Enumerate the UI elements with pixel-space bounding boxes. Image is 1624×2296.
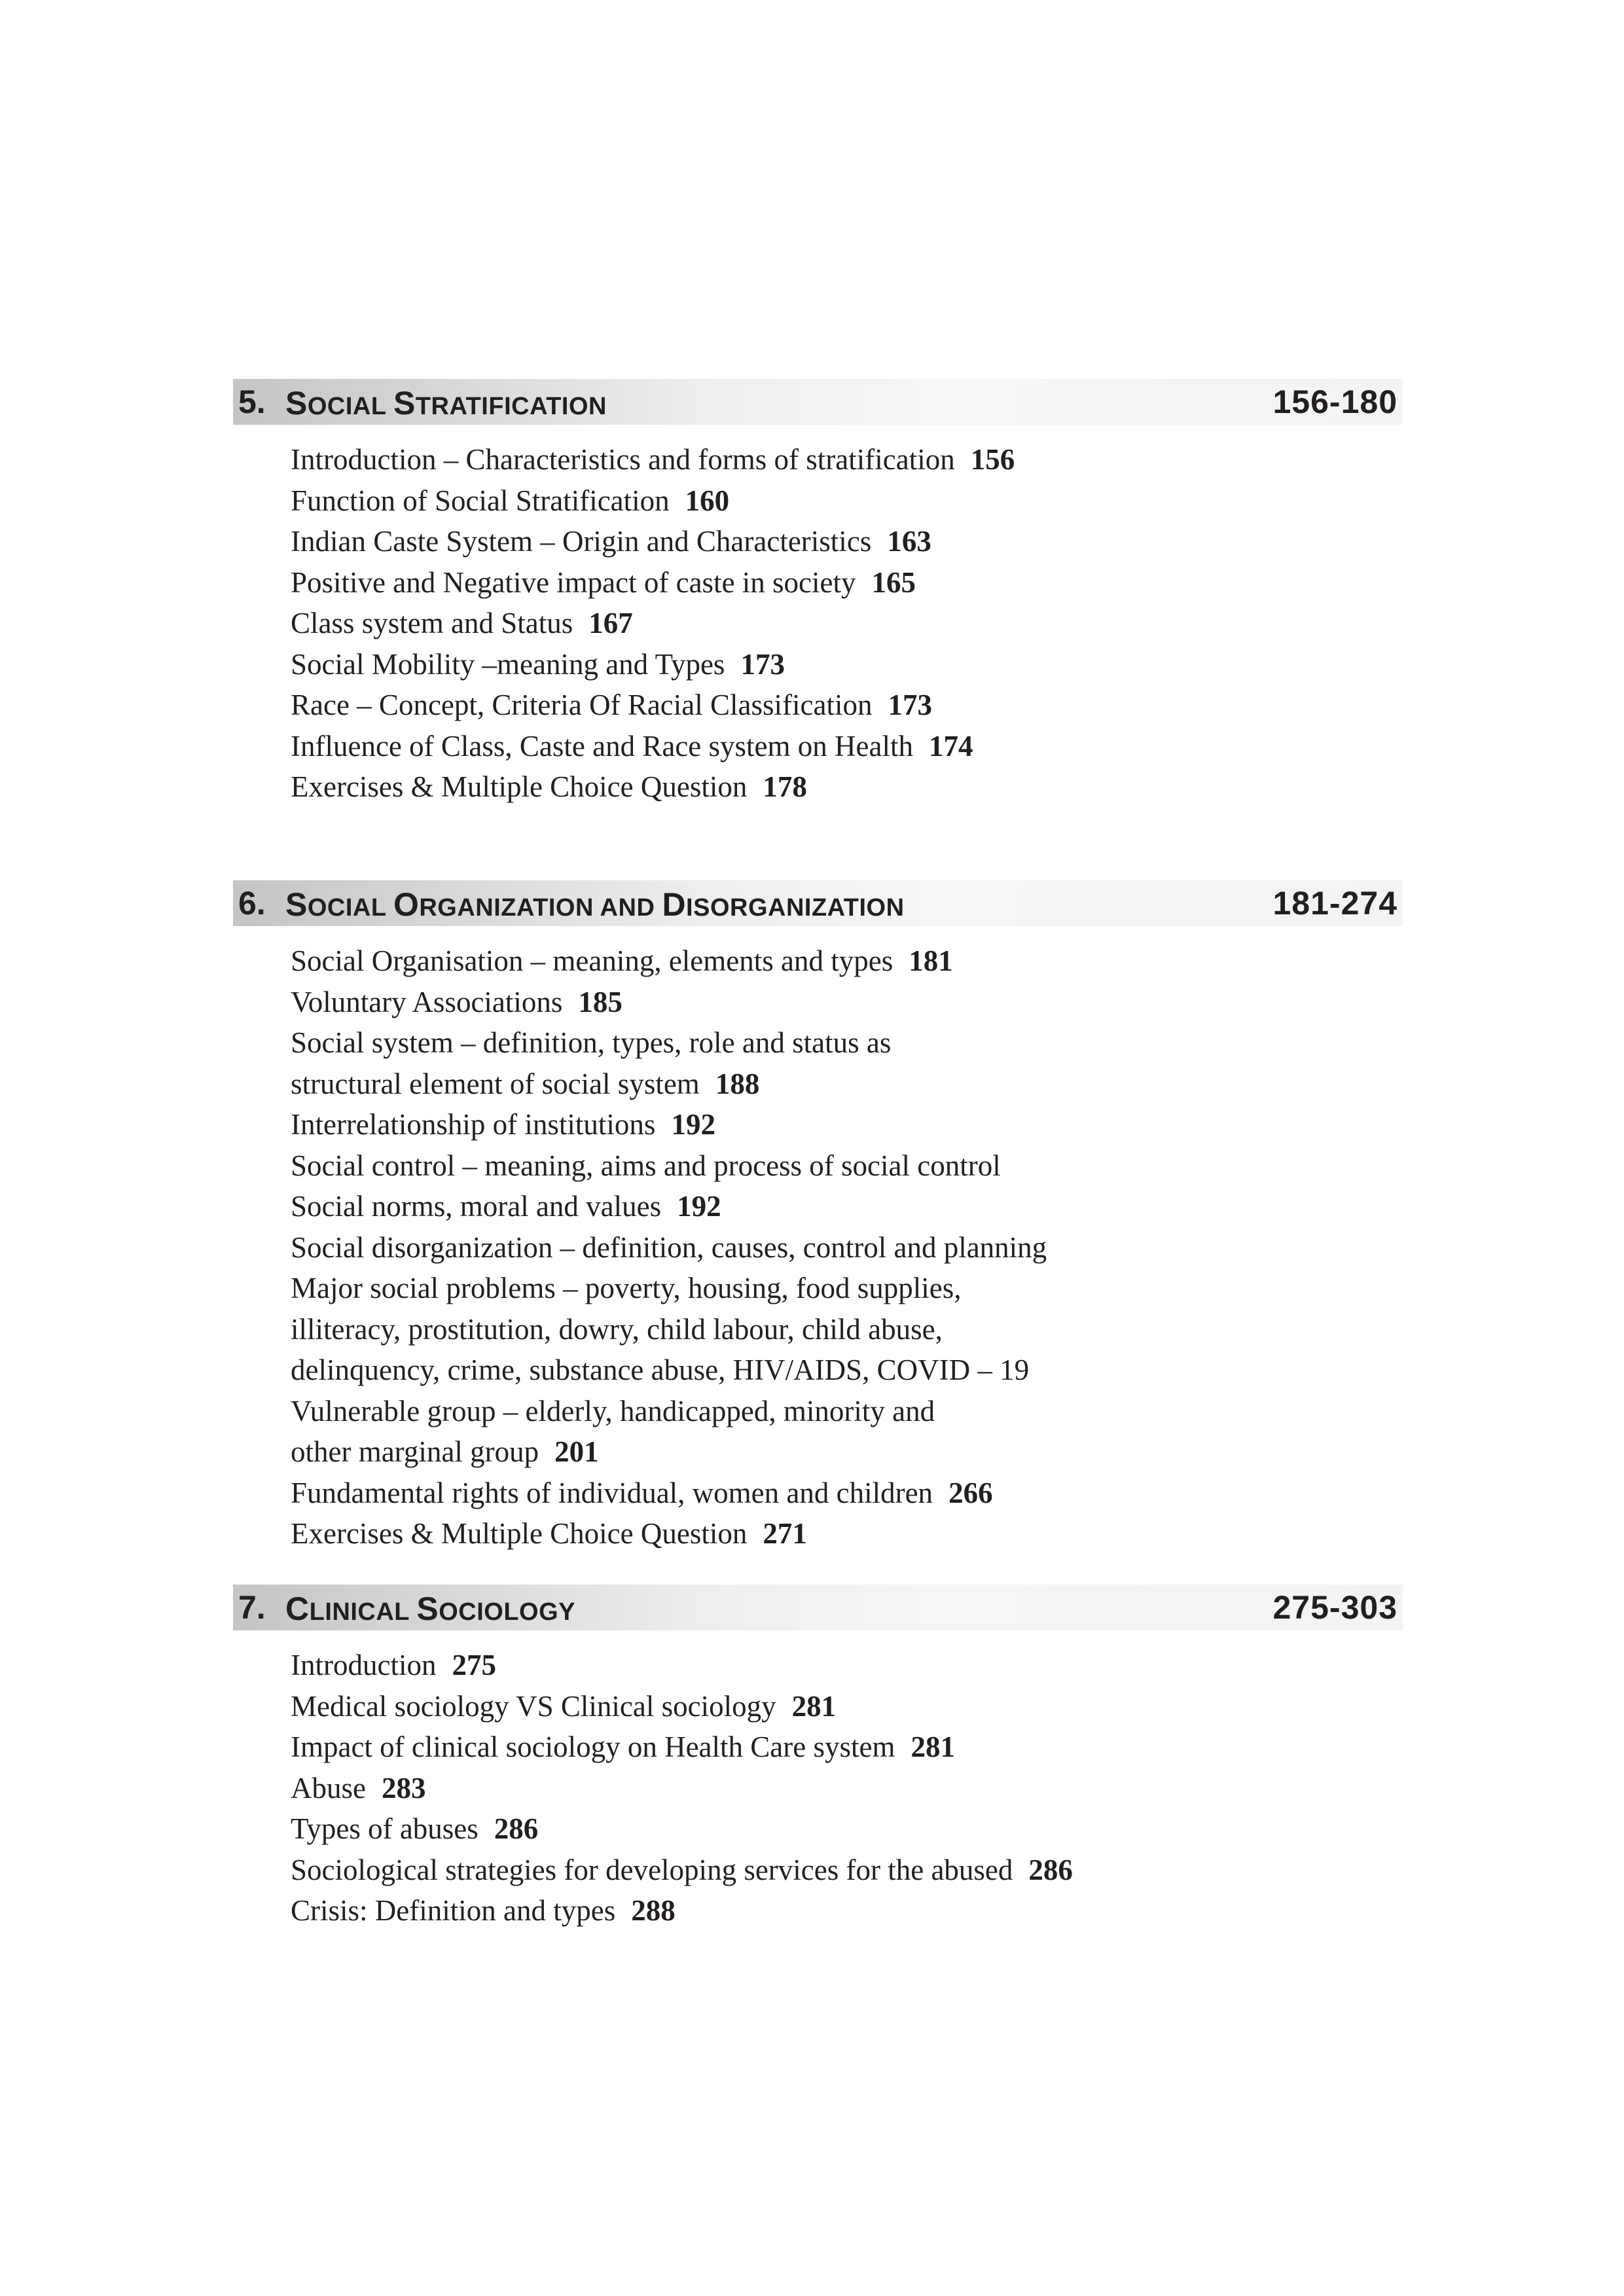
toc-entry-page: 192 <box>671 1108 715 1141</box>
toc-entry <box>291 726 1015 767</box>
toc-entry-text: delinquency, crime, substance abuse, HIV/AIDS, COVID – 19 <box>291 1354 1030 1386</box>
title-part: TRATIFICATION <box>415 393 607 420</box>
toc-entry-page: 181 <box>909 944 953 977</box>
toc-entry-page: 174 <box>928 729 973 762</box>
toc-entry-page: 281 <box>791 1689 837 1723</box>
chapter-page-range: 275-303 <box>1272 1589 1398 1626</box>
toc-entry-page: 163 <box>887 525 931 558</box>
toc-entry <box>291 1513 1047 1554</box>
toc-entry-page: 275 <box>452 1649 496 1681</box>
toc-entry-page: 286 <box>494 1812 539 1845</box>
toc-entry <box>291 1064 1047 1105</box>
toc-entry-page: 185 <box>578 985 623 1018</box>
chapter-header <box>233 880 1403 926</box>
toc-entry-text: illiteracy, prostitution, dowry, child labour, child abuse, <box>291 1312 943 1346</box>
toc-entry-text: Social disorganization – definition, causes, control and planning <box>291 1230 1047 1264</box>
toc-entry-text: Vulnerable group – elderly, handicapped, minority and <box>291 1394 935 1427</box>
toc-entry-text: Exercises & Multiple Choice Question <box>291 1517 748 1550</box>
chapter-number: 7. <box>238 1589 266 1626</box>
toc-entry <box>291 1768 1073 1809</box>
chapter-page-range: 156-180 <box>1272 384 1398 420</box>
toc-entry-text: Positive and Negative impact of caste in society <box>291 565 856 599</box>
toc-entry-text: Major social problems – poverty, housing, food supplies, <box>291 1272 962 1304</box>
title-part: OCIAL <box>307 393 393 420</box>
toc-entry <box>291 1645 1073 1686</box>
toc-entry-text: Crisis: Definition and types <box>291 1894 616 1927</box>
title-part: S <box>416 1590 439 1627</box>
toc-entry-text: Voluntary Associations <box>291 985 563 1018</box>
toc-entry-text: Types of abuses <box>291 1812 478 1845</box>
chapter-title <box>285 880 905 932</box>
toc-entry-text: Impact of clinical sociology on Health Care system <box>291 1731 895 1763</box>
toc-entry <box>291 1186 1047 1227</box>
toc-entry <box>291 1808 1073 1850</box>
chapter-title <box>285 379 607 431</box>
toc-entry-text: other marginal group <box>291 1435 539 1468</box>
toc-entry <box>291 766 1015 808</box>
toc-entry-text: Social Organisation – meaning, elements and types <box>291 944 893 977</box>
toc-entry-text: Interrelationship of institutions <box>291 1108 656 1141</box>
toc-entry-page: 266 <box>948 1476 993 1509</box>
toc-entry <box>291 480 1015 522</box>
toc-entry <box>291 1850 1073 1891</box>
toc-entry <box>291 603 1015 644</box>
toc-entry <box>291 1268 1047 1309</box>
title-part: RGANIZATION AND <box>419 894 662 922</box>
toc-entry-page: 156 <box>970 443 1015 476</box>
chapter-number: 5. <box>238 384 266 420</box>
toc-entry <box>291 1227 1047 1268</box>
toc-entry-text: Introduction – Characteristics and forms of stratification <box>291 443 955 476</box>
chapter-header <box>233 1585 1403 1630</box>
toc-entry <box>291 562 1015 603</box>
toc-entry-text: Medical sociology VS Clinical sociology <box>291 1689 776 1723</box>
toc-entry-text: Social norms, moral and values <box>291 1190 662 1223</box>
toc-entry <box>291 1309 1047 1350</box>
entry-list <box>291 1645 1073 1931</box>
toc-entry-page: 188 <box>715 1067 760 1100</box>
toc-entry <box>291 1022 1047 1064</box>
toc-entry-page: 271 <box>763 1517 807 1550</box>
toc-entry <box>291 1473 1047 1514</box>
toc-entry <box>291 941 1047 982</box>
toc-entry <box>291 439 1015 480</box>
toc-entry-page: 173 <box>888 689 932 721</box>
entry-list <box>291 941 1047 1554</box>
toc-entry <box>291 644 1015 685</box>
chapter-page-range: 181-274 <box>1272 885 1398 922</box>
entry-list <box>291 439 1015 808</box>
toc-entry <box>291 1686 1073 1727</box>
toc-entry-text: Sociological strategies for developing services for the abused <box>291 1853 1013 1886</box>
toc-entry-text: structural element of social system <box>291 1067 700 1100</box>
toc-entry <box>291 1727 1073 1768</box>
chapter-number: 6. <box>238 885 266 922</box>
title-part: OCIOLOGY <box>439 1598 576 1626</box>
toc-entry <box>291 1145 1047 1187</box>
chapter-title <box>285 1585 575 1636</box>
title-part: S <box>393 385 416 422</box>
chapter-section <box>233 379 1403 803</box>
toc-entry-page: 192 <box>677 1190 721 1223</box>
toc-entry-page: 281 <box>911 1731 955 1763</box>
toc-entry-text: Exercises & Multiple Choice Question <box>291 770 748 803</box>
toc-entry-text: Fundamental rights of individual, women and children <box>291 1476 933 1509</box>
toc-entry <box>291 685 1015 726</box>
toc-entry-text: Social Mobility –meaning and Types <box>291 647 725 681</box>
toc-entry <box>291 1350 1047 1391</box>
toc-entry <box>291 1890 1073 1931</box>
title-part: LINICAL <box>309 1598 417 1626</box>
title-part: S <box>285 385 308 422</box>
toc-entry-page: 283 <box>381 1771 426 1804</box>
toc-entry-text: Function of Social Stratification <box>291 484 670 517</box>
toc-entry-text: Class system and Status <box>291 607 573 639</box>
toc-entry-page: 165 <box>871 565 916 599</box>
title-part: S <box>285 886 308 923</box>
title-part: O <box>393 886 420 923</box>
chapter-header <box>233 379 1403 425</box>
toc-entry-text: Race – Concept, Criteria Of Racial Classification <box>291 689 873 721</box>
toc-entry-page: 286 <box>1028 1853 1073 1886</box>
toc-entry <box>291 982 1047 1023</box>
toc-entry-text: Social system – definition, types, role and status as <box>291 1026 892 1059</box>
toc-entry-page: 160 <box>685 484 730 517</box>
toc-entry-page: 288 <box>631 1894 676 1927</box>
toc-entry-text: Indian Caste System – Origin and Characteristics <box>291 525 872 558</box>
toc-entry-text: Influence of Class, Caste and Race system on Health <box>291 729 913 762</box>
toc-entry-text: Abuse <box>291 1771 366 1804</box>
toc-entry <box>291 1104 1047 1145</box>
title-part: OCIAL <box>307 894 393 922</box>
toc-entry <box>291 1391 1047 1432</box>
toc-entry <box>291 1431 1047 1473</box>
title-part: C <box>285 1590 310 1627</box>
toc-entry-page: 201 <box>554 1435 599 1468</box>
toc-entry-page: 167 <box>588 607 633 639</box>
title-part: ISORGANIZATION <box>686 894 905 922</box>
toc-entry <box>291 521 1015 562</box>
toc-entry-page: 173 <box>740 647 785 681</box>
toc-entry-page: 178 <box>763 770 807 803</box>
chapter-section <box>233 880 1403 1550</box>
title-part: D <box>662 886 687 923</box>
chapter-section <box>233 1585 1403 1927</box>
toc-entry-text: Social control – meaning, aims and process of social control <box>291 1149 1001 1182</box>
toc-entry-text: Introduction <box>291 1649 437 1681</box>
